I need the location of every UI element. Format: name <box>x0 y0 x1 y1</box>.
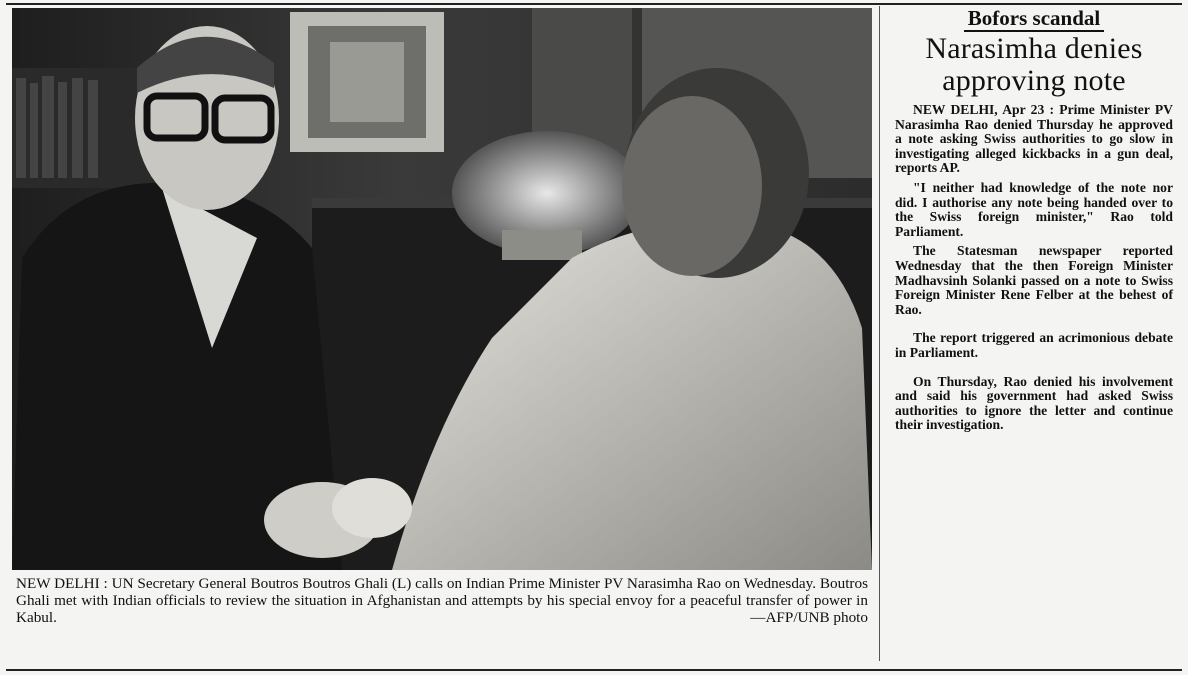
caption-text: NEW DELHI : UN Secretary General Boutros Boutros Ghali (L) calls on Indian Prime Minister PV Narasimha Rao on Wednesday. Boutros Ghali met with Indian officials to review the situation in Afghanistan and attempts by his special envoy for a peaceful transfer of power in Kabul. <box>16 575 868 626</box>
column-rule <box>879 6 880 661</box>
article-paragraph: On Thursday, Rao denied his involvement and said his government had asked Swiss authorities to ignore the letter and continue their investigation. <box>895 373 1173 433</box>
article-kicker <box>895 6 1173 30</box>
photo-illustration <box>12 8 872 570</box>
article-paragraph: The report triggered an acrimonious debate in Parliament. <box>895 330 1173 360</box>
article-headline: Narasimha denies approving note <box>925 32 1143 97</box>
top-rule <box>6 3 1182 5</box>
article-paragraph: The Statesman newspaper reported Wednesday that the then Foreign Minister Madhavsinh Solanki passed on a note to Swiss Foreign Minister Rene Felber at the behest of Rao. <box>895 243 1173 317</box>
article-paragraph: "I neither had knowledge of the note nor did. I authorise any note being handed over to the Swiss foreign minister," Rao told Parliament. <box>895 179 1173 239</box>
photo-caption <box>16 575 868 626</box>
article-paragraph: NEW DELHI, Apr 23 : Prime Minister PV Narasimha Rao denied Thursday he approved a note asking Swiss authorities to go slow in investigating alleged kickbacks in a gun deal, reports AP. <box>895 102 1173 176</box>
kicker-text: Bofors scandal <box>964 6 1104 32</box>
news-photo <box>12 8 872 570</box>
bottom-rule <box>6 669 1182 671</box>
photo-credit: —AFP/UNB photo <box>750 609 868 626</box>
article-body <box>895 103 1173 433</box>
news-article <box>895 6 1173 438</box>
